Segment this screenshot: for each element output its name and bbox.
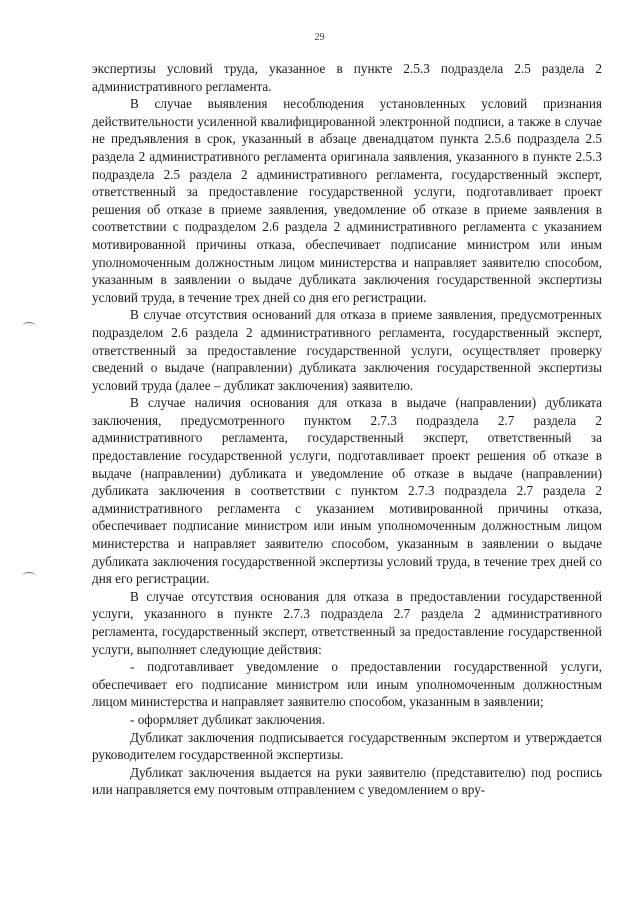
paragraph: Дубликат заключения выдается на руки заявителю (представителю) под роспись или направляется ему почтовым отправлением с уведомлением о вру- — [92, 764, 602, 798]
paragraph: В случае наличия основания для отказа в выдаче (направлении) дубликата заключения, предусмотренного пунктом 2.7.3 подраздела 2.7 раздела 2 административного регламента, государственный эксперт, ответственный за предоставление государственной услуги, подготавливает проект решения об отказе в выдаче (направлении) дубликата и уведомление об отказе в выдаче (направлении) дубликата заключения в соответствии с пунктом 2.7.3 подраздела 2.7 раздела 2 административного регламента с указанием мотивированной причины отказа, обеспечивает подписание министром или иным уполномоченным должностным лицом министерства и направляет заявителю способом, указанным в заявлении о выдаче дубликата заключения государственной экспертизы условий труда, в течение трех дней со дня его регистрации. — [92, 395, 602, 587]
list-item: - подготавливает уведомление о предоставлении государственной услуги, обеспечивает его подписание министром или иным уполномоченным должностным лицом министерства и направляет заявителю способом, указанным в заявлении; — [92, 659, 602, 710]
document-body — [92, 60, 602, 799]
paragraph: В случае отсутствия основания для отказа в предоставлении государственной услуги, указанного в пункте 2.7.3 подраздела 2.7 раздела 2 административного регламента, государственный эксперт, ответственный за предоставление государственной услуги, выполняет следующие действия: — [92, 588, 602, 657]
list-item: - оформляет дубликат заключения. — [130, 711, 326, 727]
paragraph: В случае выявления несоблюдения установленных условий признания действительности усиленной квалифицированной электронной подписи, а также в случае не предъявления в срок, указанный в абзаце двенадцатом пункта 2.5.6 подраздела 2.5 раздела 2 административного регламента оригинала заявления, указанного в пункте 2.5.3 подраздела 2.5 раздела 2 административного регламента, государственный эксперт, ответственный за предоставление государственной услуги, подготавливает проект решения об отказе в приеме заявления, уведомление об отказе в приеме заявления в соответствии с подразделом 2.6 раздела 2 административного регламента с указанием мотивированной причины отказа, обеспечивает подписание министром или иным уполномоченным должностным лицом министерства и направляет заявителю способом, указанным в заявлении о выдаче дубликата заключения государственной экспертизы условий труда, в течение трех дней со дня его регистрации. — [92, 96, 602, 305]
paragraph: В случае отсутствия оснований для отказа в приеме заявления, предусмотренных подразделом 2.6 раздела 2 административного регламента, государственный эксперт, ответственный за предоставление государственной услуги, осуществляет проверку сведений о выдаче (направлении) дубликата заключения государственной экспертизы условий труда (далее – дубликат заключения) заявителю. — [92, 307, 602, 393]
paragraph: экспертизы условий труда, указанное в пункте 2.5.3 подраздела 2.5 раздела 2 административного регламента. — [92, 61, 602, 94]
binder-hole-mark — [22, 322, 36, 331]
page-number: 29 — [314, 32, 325, 43]
binder-hole-mark — [22, 572, 36, 581]
paragraph: Дубликат заключения подписывается государственным экспертом и утверждается руководителем государственной экспертизы. — [92, 729, 602, 763]
